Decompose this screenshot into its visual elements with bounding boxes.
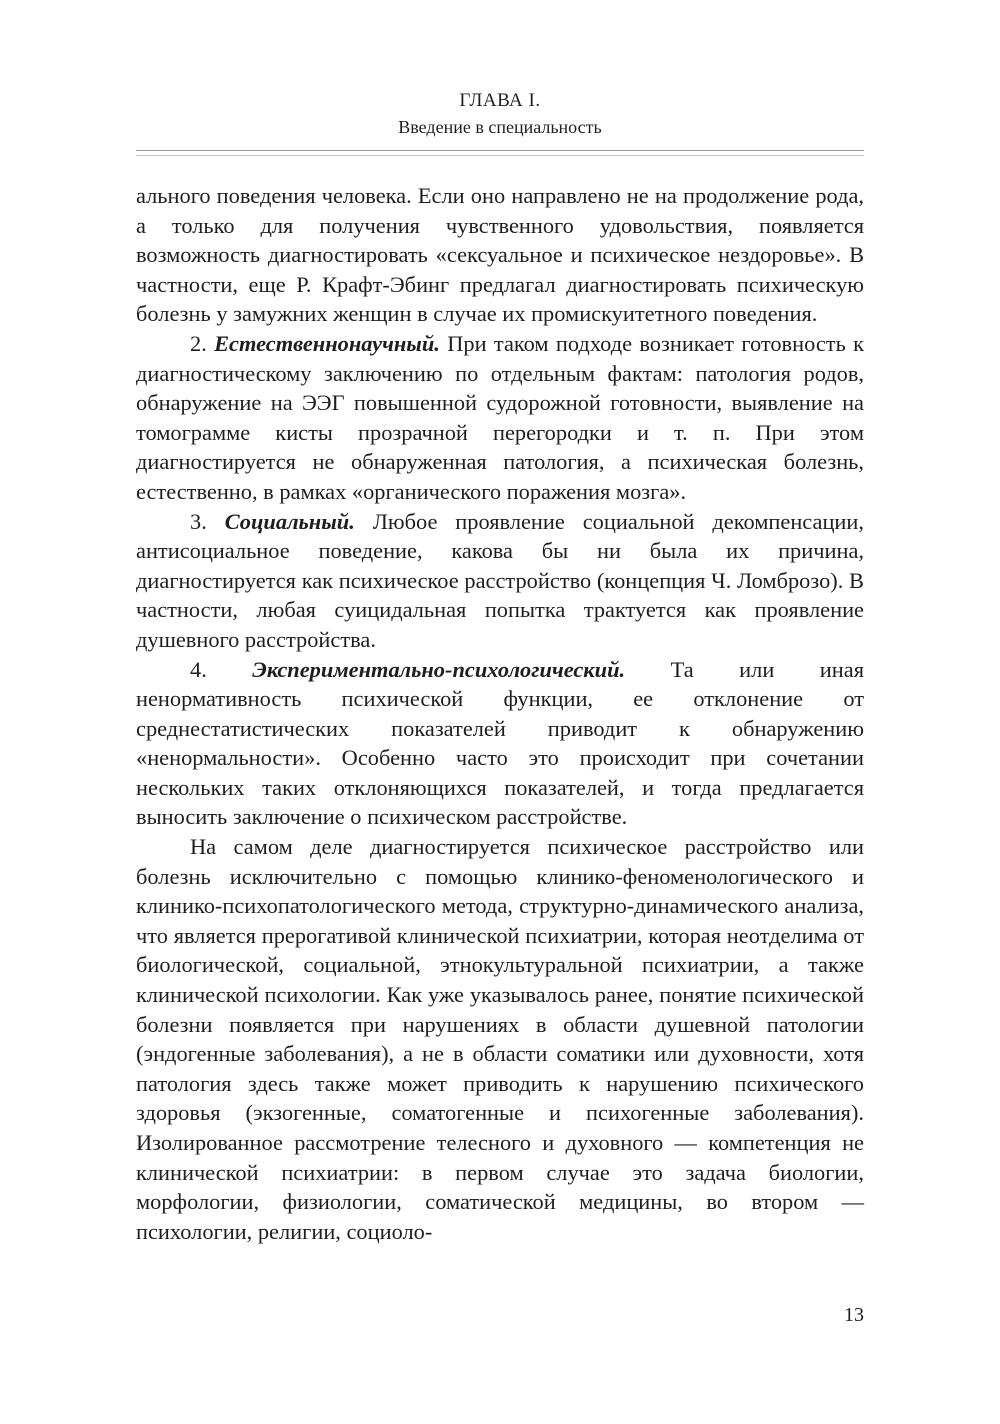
body-text [136,181,864,1246]
item-number: 4. [190,656,253,682]
chapter-title: ГЛАВА I. [459,90,541,111]
paragraph-conclusion [136,832,864,1246]
paragraph-text: Та или иная ненормативность психической функции, ее отклонение от среднестатистических показателей приводит к обнаружению «ненормальности». Особенно часто это происходит при сочетании нескольких таких отклоняющихся показателей, и тогда предлагается выносить заключение о психическом расстройстве. [136,656,864,830]
paragraph-social [136,507,864,655]
running-header [136,88,864,140]
paragraph-lead: Экспериментально-психологический. [252,656,626,682]
header-rule-secondary [136,155,864,156]
paragraph-lead: Естественнонаучный. [214,330,440,356]
paragraph-text: На самом деле диагностируется психическое расстройство или болезнь исключительно с помощью клинико-феноменологического и клинико-психопатологического метода, структурно-динамического анализа, что является прерогативой клинической психиатрии, которая неотделима от биологической, социальной, этнокультуральной психиатрии, а также клинической психологии. Как уже указывалось ранее, понятие психической болезни появляется при нарушениях в области душевной патологии (эндогенные заболевания), а не в области соматики или духовности, хотя патология здесь также может приводить к нарушению психического здоровья (экзогенные, соматогенные и психогенные заболевания). Изолированное рассмотрение телесного и духовного — компетенция не клинической психиатрии: в первом случае это задача биологии, морфологии, физиологии, соматической медицины, во втором — психологии, религии, социоло- [136,834,864,1244]
paragraph-experimental [136,655,864,833]
paragraph-natural-science [136,329,864,507]
item-number: 2. [190,330,215,356]
header-rule [136,150,864,151]
paragraph-text: ального поведения человека. Если оно направлено не на продолжение рода, а только для получения чувственного удовольствия, появляется возможность диагностировать «сексуальное и психическое нездоровье». В частности, еще Р. Крафт-Эбинг предлагал диагностировать психическую болезнь у замужних женщин в случае их промискуитетного поведения. [136,183,864,327]
chapter-subtitle: Введение в специальность [398,117,602,137]
paragraph-text: При таком подходе возникает готовность к диагностическому заключению по отдельным фактам: патология родов, обнаружение на ЭЭГ повышенной судорожной готовности, выявление на томограмме кисты прозрачной перегородки и т. п. При этом диагностируется не обнаруженная патология, а психическая болезнь, естественно, в рамках «органического поражения мозга». [136,330,864,504]
page-number: 13 [844,1304,864,1326]
paragraph-continuation [136,181,864,329]
paragraph-text: Любое проявление социальной декомпенсации, антисоциальное поведение, какова бы ни была их причина, диагностируется как психическое расстройство (концепция Ч. Ломброзо). В частности, любая суицидальная попытка трактуется как проявление душевного расстройства. [136,508,864,652]
paragraph-lead: Социальный. [224,508,355,534]
item-number: 3. [190,508,225,534]
